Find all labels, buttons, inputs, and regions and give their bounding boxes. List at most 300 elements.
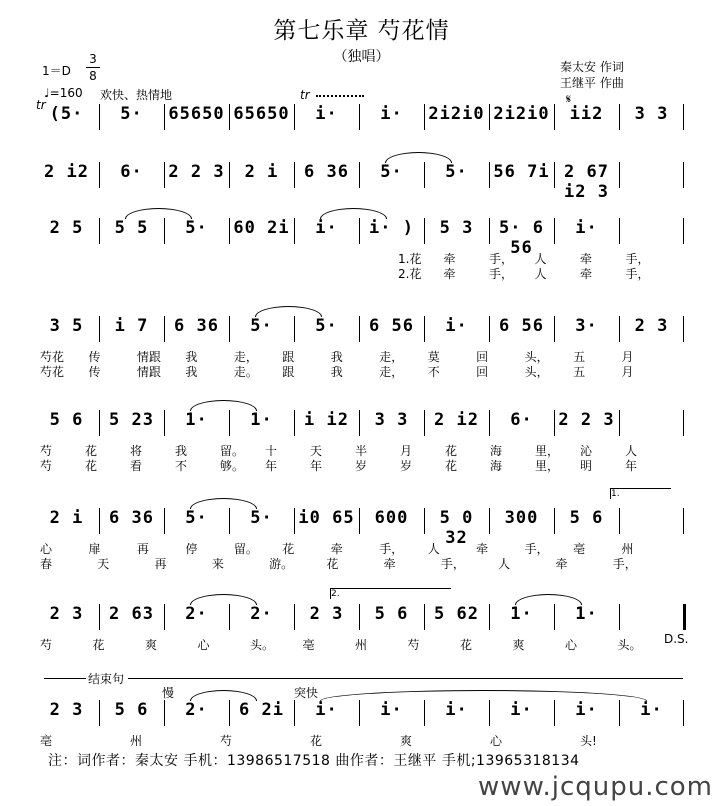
measure: 5 23 bbox=[109, 410, 154, 430]
composer-credit: 王继平 作曲 bbox=[560, 76, 624, 90]
ending-bracket-right bbox=[128, 678, 683, 679]
measure: 2 i2 bbox=[44, 162, 89, 182]
lyric-syllable: 花 bbox=[445, 459, 458, 473]
measure: 60 2i bbox=[233, 218, 290, 238]
lyricist-credit: 秦太安 作词 bbox=[560, 60, 624, 74]
barline bbox=[294, 316, 295, 342]
barline bbox=[294, 218, 295, 244]
barline bbox=[424, 316, 425, 342]
measure: 5· bbox=[380, 162, 403, 182]
end-barline bbox=[683, 316, 684, 342]
barline bbox=[229, 700, 230, 726]
barline bbox=[164, 508, 165, 534]
measure: 5· bbox=[120, 104, 143, 124]
volta-2-bracket bbox=[330, 588, 451, 599]
lyric-syllable: 半 bbox=[355, 444, 368, 458]
note-row bbox=[34, 410, 684, 440]
measure: i i2 bbox=[304, 410, 349, 430]
measure: 3· bbox=[575, 316, 598, 336]
slur bbox=[190, 690, 257, 701]
lyric-syllable: 人 bbox=[625, 444, 638, 458]
barline bbox=[229, 162, 230, 188]
barline bbox=[99, 508, 100, 534]
measure: 2 67 i2 3 bbox=[564, 162, 609, 202]
measure: i· bbox=[315, 104, 338, 124]
barline bbox=[164, 604, 165, 630]
lyric-syllable: 芍 bbox=[407, 638, 420, 652]
measure: 5 6 bbox=[374, 604, 409, 624]
slur bbox=[515, 594, 582, 605]
measure bbox=[619, 162, 684, 192]
note-row bbox=[34, 218, 684, 258]
barline bbox=[229, 316, 230, 342]
measure: i· ) bbox=[369, 218, 414, 238]
measure: i 7 bbox=[114, 316, 149, 336]
measure: 2 3 bbox=[309, 604, 344, 624]
lyric-syllable: 回 bbox=[476, 350, 489, 364]
barline bbox=[489, 162, 490, 188]
measure: 2 5 bbox=[49, 218, 84, 238]
barline bbox=[554, 604, 555, 630]
lyric-syllable: 走， bbox=[233, 350, 258, 364]
page-title: 第七乐章 芍花情 bbox=[273, 18, 450, 44]
measure: 5 62 bbox=[434, 604, 479, 624]
measure: 2 3 bbox=[49, 604, 84, 624]
lyric-syllable: 花 bbox=[85, 444, 98, 458]
measure: 1· bbox=[575, 604, 598, 624]
lyric-syllable: 花 bbox=[282, 542, 295, 556]
lyric-syllable: 五 bbox=[573, 365, 586, 379]
measure: 56 7i bbox=[493, 162, 550, 182]
barline bbox=[164, 410, 165, 436]
watermark: www.jcqupu.com bbox=[478, 772, 713, 802]
measure: 2 3 bbox=[634, 316, 669, 336]
measure: 5 6 bbox=[569, 508, 604, 528]
measure: i0 65 bbox=[298, 508, 355, 528]
lyric-syllable: 牵 bbox=[580, 252, 593, 266]
barline bbox=[554, 162, 555, 188]
slur bbox=[190, 400, 257, 411]
measure: i· bbox=[380, 104, 403, 124]
slur bbox=[320, 690, 647, 701]
measure: 300 bbox=[504, 508, 539, 528]
barline bbox=[294, 162, 295, 188]
measure: i· bbox=[380, 700, 403, 720]
slur bbox=[190, 498, 257, 509]
measure: 2 63 bbox=[109, 604, 154, 624]
barline bbox=[489, 508, 490, 534]
lyric-syllable: 我 bbox=[330, 365, 343, 379]
measure: i· bbox=[575, 700, 598, 720]
measure: 5· bbox=[185, 218, 208, 238]
barline bbox=[619, 218, 620, 244]
measure: 5· bbox=[185, 508, 208, 528]
lyric-syllable: 年 bbox=[310, 459, 323, 473]
note-row bbox=[34, 316, 684, 346]
measure: 5· bbox=[315, 316, 338, 336]
volta-1-label: 1. bbox=[611, 489, 620, 499]
barline bbox=[359, 700, 360, 726]
lyric-syllable: 情跟 bbox=[136, 365, 161, 379]
measure: 2 i2 bbox=[434, 410, 479, 430]
trill-extension bbox=[316, 95, 364, 97]
lyric-syllable: 手， bbox=[440, 557, 465, 571]
barline bbox=[294, 508, 295, 534]
measure: 2 2 3 bbox=[558, 410, 615, 430]
lyric-syllable: 1.花 bbox=[398, 252, 422, 266]
note-row bbox=[34, 508, 684, 548]
barline bbox=[359, 604, 360, 630]
measure: 6· bbox=[510, 410, 533, 430]
measure: 2i2i0 bbox=[428, 104, 485, 124]
note-row bbox=[34, 162, 684, 202]
barline bbox=[359, 104, 360, 130]
lyric-syllable: 牵 bbox=[330, 542, 343, 556]
measure: 6 56 bbox=[499, 316, 544, 336]
lyric-syllable: 看 bbox=[130, 459, 143, 473]
measure: 5 6 bbox=[49, 410, 84, 430]
lyric-syllable: 花 bbox=[85, 459, 98, 473]
slur bbox=[255, 306, 322, 317]
end-barline bbox=[683, 700, 684, 726]
lyric-syllable: 海 bbox=[490, 444, 503, 458]
lyric-syllable: 沁 bbox=[580, 444, 593, 458]
lyric-syllable: 头。 bbox=[617, 638, 642, 652]
lyric-line bbox=[34, 636, 684, 651]
lyric-syllable: 亳 bbox=[302, 638, 315, 652]
score-system bbox=[34, 104, 684, 164]
lyric-syllable: 我 bbox=[330, 350, 343, 364]
measure: 6· bbox=[120, 162, 143, 182]
measure: 1· bbox=[185, 410, 208, 430]
barline bbox=[424, 604, 425, 630]
segno-icon: 𝄋 bbox=[566, 92, 572, 106]
barline bbox=[99, 104, 100, 130]
lyric-syllable: 再 bbox=[154, 557, 167, 571]
barline bbox=[554, 218, 555, 244]
measure: 5 3 bbox=[439, 218, 474, 238]
subtitle: （独唱） bbox=[333, 49, 390, 65]
barline bbox=[489, 316, 490, 342]
lyric-syllable: 心 bbox=[197, 638, 210, 652]
lyric-syllable: 再 bbox=[136, 542, 149, 556]
barline bbox=[489, 410, 490, 436]
lyric-syllable: 手， bbox=[625, 267, 650, 281]
lyric-syllable: 爽 bbox=[145, 638, 158, 652]
lyric-syllable: 海 bbox=[490, 459, 503, 473]
barline bbox=[619, 410, 620, 436]
barline bbox=[294, 410, 295, 436]
barline bbox=[489, 218, 490, 244]
measure: 3 3 bbox=[374, 410, 409, 430]
time-signature-numerator: 3 bbox=[89, 52, 97, 66]
lyric-syllable: 天 bbox=[310, 444, 323, 458]
lyric-syllable: 花 bbox=[310, 734, 323, 748]
lyric-syllable: 莫 bbox=[427, 350, 440, 364]
lyric-syllable: 我 bbox=[175, 444, 188, 458]
note-row bbox=[34, 104, 684, 134]
lyric-syllable: 明 bbox=[580, 459, 593, 473]
lyric-syllable: 走。 bbox=[233, 365, 258, 379]
volta-1-bracket bbox=[610, 488, 671, 499]
measure: 600 bbox=[374, 508, 409, 528]
lyric-syllable: 手， bbox=[612, 557, 637, 571]
volta-2-label: 2. bbox=[331, 589, 340, 599]
slow-mark: 慢 bbox=[162, 686, 175, 700]
lyric-syllable: 留。 bbox=[233, 542, 258, 556]
trill-mark-2: tr bbox=[300, 88, 310, 102]
lyric-syllable: 传 bbox=[88, 365, 101, 379]
lyric-syllable: 州 bbox=[355, 638, 368, 652]
lyric-syllable: 年 bbox=[625, 459, 638, 473]
lyric-syllable: 天 bbox=[97, 557, 110, 571]
lyric-syllable: 不 bbox=[175, 459, 188, 473]
lyric-syllable: 牵 bbox=[443, 267, 456, 281]
barline bbox=[294, 604, 295, 630]
measure bbox=[619, 218, 684, 248]
barline bbox=[99, 218, 100, 244]
barline bbox=[99, 162, 100, 188]
lyric-syllable: 年 bbox=[265, 459, 278, 473]
lyric-line bbox=[34, 555, 684, 570]
measure: 3 3 bbox=[634, 104, 669, 124]
lyric-syllable: 芍花 bbox=[40, 365, 65, 379]
end-barline bbox=[683, 104, 684, 130]
lyric-syllable: 花 bbox=[445, 444, 458, 458]
lyric-syllable: 牵 bbox=[580, 267, 593, 281]
measure: 5· 6 56 bbox=[499, 218, 544, 258]
lyric-line bbox=[34, 265, 684, 280]
measure: 6 36 bbox=[109, 508, 154, 528]
barline bbox=[424, 218, 425, 244]
measure: 1· bbox=[250, 410, 273, 430]
barline bbox=[424, 410, 425, 436]
barline bbox=[424, 508, 425, 534]
barline bbox=[164, 104, 165, 130]
lyric-line bbox=[34, 540, 684, 555]
lyric-syllable: 岁 bbox=[400, 459, 413, 473]
lyric-syllable: 州 bbox=[130, 734, 143, 748]
barline bbox=[294, 104, 295, 130]
barline bbox=[619, 162, 620, 188]
lyric-syllable: 回 bbox=[476, 365, 489, 379]
measure: 65650 bbox=[168, 104, 225, 124]
measure: ii2 bbox=[569, 104, 604, 124]
measure: 5· bbox=[250, 508, 273, 528]
measure: 6 36 bbox=[304, 162, 349, 182]
lyric-syllable: 游。 bbox=[269, 557, 294, 571]
barline bbox=[229, 410, 230, 436]
measure bbox=[619, 604, 684, 634]
lyric-syllable: 走， bbox=[379, 365, 404, 379]
barline bbox=[619, 700, 620, 726]
end-barline bbox=[683, 218, 684, 244]
barline bbox=[99, 410, 100, 436]
measure: 2i2i0 bbox=[493, 104, 550, 124]
lyric-syllable: 芍 bbox=[40, 459, 53, 473]
lyric-syllable: 牵 bbox=[476, 542, 489, 556]
lyric-syllable: 牵 bbox=[383, 557, 396, 571]
lyric-syllable: 来 bbox=[211, 557, 224, 571]
barline bbox=[164, 700, 165, 726]
lyric-syllable: 岁 bbox=[355, 459, 368, 473]
key-signature: 1＝D bbox=[42, 64, 71, 78]
measure: 2· bbox=[185, 700, 208, 720]
barline bbox=[619, 508, 620, 534]
measure: i· bbox=[315, 218, 338, 238]
barline bbox=[229, 104, 230, 130]
lyric-syllable: 人 bbox=[534, 252, 547, 266]
note-row bbox=[34, 604, 684, 634]
barline bbox=[99, 316, 100, 342]
measure: 3 5 bbox=[49, 316, 84, 336]
barline bbox=[619, 316, 620, 342]
lyric-syllable: 跟 bbox=[282, 365, 295, 379]
measure: i· bbox=[445, 316, 468, 336]
lyric-syllable: 十 bbox=[265, 444, 278, 458]
lyric-syllable: 够。 bbox=[220, 459, 245, 473]
lyric-syllable: 心 bbox=[490, 734, 503, 748]
lyric-syllable: 月 bbox=[621, 350, 634, 364]
barline bbox=[229, 508, 230, 534]
measure: 6 56 bbox=[369, 316, 414, 336]
lyric-syllable: 月 bbox=[621, 365, 634, 379]
lyric-line bbox=[34, 732, 684, 747]
score-system bbox=[34, 316, 684, 379]
lyric-syllable: 牵 bbox=[443, 252, 456, 266]
end-barline bbox=[683, 410, 684, 436]
note-row bbox=[34, 700, 684, 730]
lyric-syllable: 将 bbox=[130, 444, 143, 458]
end-barline bbox=[683, 162, 684, 188]
measure bbox=[619, 410, 684, 440]
barline bbox=[229, 604, 230, 630]
measure: 65650 bbox=[233, 104, 290, 124]
lyric-syllable: 不 bbox=[427, 365, 440, 379]
lyric-syllable: 人 bbox=[534, 267, 547, 281]
measure: 5 5 bbox=[114, 218, 149, 238]
lyric-syllable: 里， bbox=[535, 444, 560, 458]
lyric-syllable: 花 bbox=[326, 557, 339, 571]
time-signature-line bbox=[86, 67, 100, 68]
lyric-syllable: 心 bbox=[40, 542, 53, 556]
measure: 2· bbox=[185, 604, 208, 624]
barline bbox=[554, 104, 555, 130]
measure: i· bbox=[575, 218, 598, 238]
lyric-syllable: 情跟 bbox=[136, 350, 161, 364]
measure: 2· bbox=[250, 604, 273, 624]
barline bbox=[489, 604, 490, 630]
barline bbox=[99, 604, 100, 630]
lyric-syllable: 手， bbox=[379, 542, 404, 556]
lyric-syllable: 手， bbox=[625, 252, 650, 266]
lyric-syllable: 头， bbox=[524, 365, 549, 379]
lyric-syllable: 手， bbox=[489, 267, 514, 281]
barline bbox=[359, 218, 360, 244]
barline bbox=[294, 700, 295, 726]
barline bbox=[424, 700, 425, 726]
barline bbox=[554, 410, 555, 436]
lyric-syllable: 头! bbox=[580, 734, 597, 748]
lyric-syllable: 花 bbox=[92, 638, 105, 652]
lyric-syllable: 传 bbox=[88, 350, 101, 364]
lyric-syllable: 头。 bbox=[250, 638, 275, 652]
measure: i· bbox=[445, 700, 468, 720]
barline bbox=[359, 162, 360, 188]
lyric-syllable: 我 bbox=[185, 365, 198, 379]
barline bbox=[489, 104, 490, 130]
lyric-syllable: 爽 bbox=[512, 638, 525, 652]
lyric-syllable: 人 bbox=[498, 557, 511, 571]
lyric-syllable: 五 bbox=[573, 350, 586, 364]
measure: 6 36 bbox=[174, 316, 219, 336]
measure: i· bbox=[640, 700, 663, 720]
fast-mark: 突快 bbox=[294, 686, 319, 700]
slur bbox=[190, 594, 257, 605]
trill-mark: tr bbox=[36, 98, 46, 112]
lyric-syllable: 头， bbox=[524, 350, 549, 364]
measure bbox=[619, 508, 684, 538]
lyric-syllable: 2.花 bbox=[398, 267, 422, 281]
lyric-syllable: 芍花 bbox=[40, 350, 65, 364]
score-system bbox=[34, 218, 684, 281]
barline bbox=[424, 104, 425, 130]
lyric-syllable: 停 bbox=[185, 542, 198, 556]
barline bbox=[619, 604, 620, 630]
barline bbox=[164, 162, 165, 188]
lyric-line bbox=[34, 442, 684, 457]
lyric-syllable: 花 bbox=[460, 638, 473, 652]
barline bbox=[359, 410, 360, 436]
barline bbox=[554, 700, 555, 726]
lyric-syllable: 扉 bbox=[88, 542, 101, 556]
lyric-line bbox=[34, 363, 684, 378]
barline bbox=[359, 508, 360, 534]
lyric-syllable: 跟 bbox=[282, 350, 295, 364]
lyric-syllable: 亳 bbox=[40, 734, 53, 748]
lyric-syllable: 亳 bbox=[573, 542, 586, 556]
score-system bbox=[34, 508, 684, 571]
lyric-line bbox=[34, 250, 684, 265]
measure: 5 0 32 bbox=[439, 508, 474, 548]
lyric-line bbox=[34, 348, 684, 363]
end-barline bbox=[683, 508, 684, 534]
time-signature-denominator: 8 bbox=[89, 69, 97, 83]
barline bbox=[359, 316, 360, 342]
barline bbox=[424, 162, 425, 188]
measure: 5· bbox=[250, 316, 273, 336]
lyric-syllable: 手， bbox=[489, 252, 514, 266]
score-system bbox=[34, 410, 684, 473]
barline bbox=[164, 218, 165, 244]
ending-bracket-left bbox=[44, 678, 86, 679]
measure: i· bbox=[510, 700, 533, 720]
lyric-syllable: 我 bbox=[185, 350, 198, 364]
measure: 5· bbox=[445, 162, 468, 182]
lyric-syllable: 春 bbox=[40, 557, 53, 571]
ds-mark: D.S. bbox=[664, 632, 689, 646]
score-system bbox=[34, 604, 684, 664]
barline bbox=[554, 508, 555, 534]
lyric-syllable: 芍 bbox=[220, 734, 233, 748]
expression-mark: 欢快、热情地 bbox=[100, 88, 173, 102]
lyric-syllable: 里， bbox=[535, 459, 560, 473]
lyric-syllable: 芍 bbox=[40, 444, 53, 458]
measure: 2 3 bbox=[49, 700, 84, 720]
measure: 1· bbox=[510, 604, 533, 624]
measure: 2 2 3 bbox=[168, 162, 225, 182]
footnote: 注：词作者：秦太安 手机：13986517518 曲作者：王继平 手机;13965318134 bbox=[48, 753, 580, 769]
